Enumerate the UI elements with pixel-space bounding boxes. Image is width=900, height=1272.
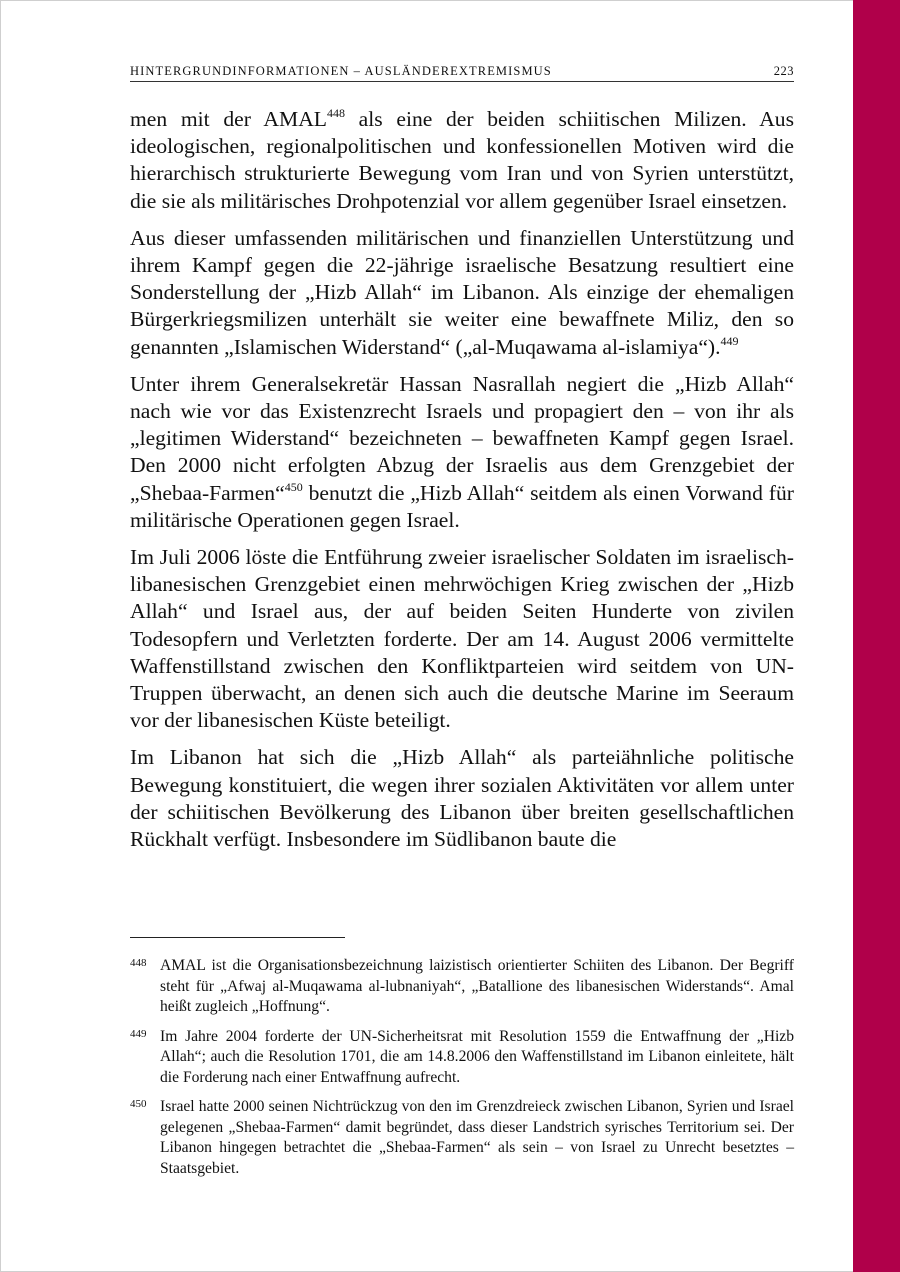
paragraph-text: Unter ihrem Generalsekretär Hassan Nasrallah negiert die „Hizb Allah“ nach wie vor das Existenzrecht Israels und propagiert den – von ihr als „legitimen Widerstand“ bezeichneten – bewaffneten Kampf gegen Israel. Den 2000 nicht erfolgten Abzug der Israelis aus dem Grenzgebiet der „Shebaa-Farmen“ (130, 371, 794, 505)
footnote (130, 1097, 794, 1179)
paragraph (130, 744, 794, 853)
paragraph (130, 106, 794, 215)
footnote-number: 450 (130, 1098, 147, 1110)
paragraph-text: Im Juli 2006 löste die Entführung zweier israelischer Soldaten im israelisch-libanesischen Grenzgebiet einen mehrwöchigen Krieg zwischen der „Hizb Allah“ und Israel aus, der auf beiden Seiten Hunderte von zivilen Todesopfern und Verletzten forderte. Der am 14. August 2006 vermittelte Waffenstillstand zwischen den Konfliktparteien wird seitdem von UN-Truppen überwacht, an denen sich auch die deutsche Marine im Seeraum vor der libanesischen Küste beteiligt. (130, 545, 794, 733)
footnote-number: 449 (130, 1027, 147, 1040)
side-color-bar (853, 0, 900, 1272)
footnote-separator (130, 937, 345, 938)
paragraph-text: Aus dieser umfassenden militärischen und finanziellen Unterstützung und ihrem Kampf gegen die 22-jährige israelische Besatzung resultiert eine Sonderstellung der „Hizb Allah“ im Libanon. Als einzige der ehemaligen Bürgerkriegsmilizen unterhält sie weiter eine bewaffnete Miliz, den so genannten „Islamischen Widerstand“ („al-Muqawama al-islamiya“). (130, 225, 794, 359)
footnote-text: Im Jahre 2004 forderte der UN-Sicherheitsrat mit Resolution 1559 die Entwaffnung der „Hizb Allah“; auch die Resolution 1701, die am 14.8.2006 den Waffenstillstand im Libanon einleitete, hält die Forderung nach einer Entwaffnung aufrecht. (160, 1027, 794, 1086)
page-number: 223 (773, 64, 794, 78)
paragraph-text: men mit der AMAL (130, 107, 327, 131)
footnote (130, 1027, 794, 1089)
paragraph (130, 371, 794, 534)
footnotes (130, 956, 794, 1188)
footnote-text: AMAL ist die Organisationsbezeichnung laizistisch orientierter Schiiten des Libanon. Der Begriff steht für „Afwaj al-Muqawama al-lubnaniyah“, „Batallione des libanesischen Widerstands“. Amal heißt zugleich „Hoffnung“. (160, 957, 794, 1015)
paragraph-text: Im Libanon hat sich die „Hizb Allah“ als parteiähnliche politische Bewegung konstituiert, die wegen ihrer sozialen Aktivitäten vor allem unter der schiitischen Bevölkerung des Libanon über breiten gesellschaftlichen Rückhalt verfügt. Insbesondere im Südlibanon baute die (130, 745, 794, 852)
paragraph (130, 544, 794, 734)
footnote-ref[interactable]: 450 (284, 479, 303, 494)
footnote-ref[interactable]: 448 (327, 106, 345, 120)
running-title: HINTERGRUNDINFORMATIONEN – AUSLÄNDEREXTREMISMUS (130, 64, 552, 78)
body-text (130, 106, 794, 863)
paragraph (130, 225, 794, 361)
footnote (130, 956, 794, 1018)
footnote-text: Israel hatte 2000 seinen Nichtrückzug von den im Grenzdreieck zwischen Libanon, Syrien und Israel gelegenen „Shebaa-Farmen“ damit begründet, dass dieser Landstrich syrisches Territorium sei. Der Libanon hingegen betrachtet die „Shebaa-Farmen“ als sein – von Israel zu Unrecht besetztes – Staatsgebiet. (160, 1098, 794, 1177)
running-header (130, 63, 794, 82)
footnote-number: 448 (130, 957, 147, 969)
paragraph-text: benutzt die „Hizb Allah“ seitdem als einen Vorwand für militärische Operationen gegen Israel. (130, 480, 794, 532)
paragraph-text: als eine der beiden schiitischen Milizen. Aus ideologischen, regionalpolitischen und konfessionellen Motiven wird die hierarchisch strukturierte Bewegung vom Iran und von Syrien unterstützt, die sie als militärisches Drohpotenzial vor allem gegenüber Israel einsetzen. (130, 107, 794, 213)
footnote-ref[interactable]: 449 (720, 333, 739, 348)
